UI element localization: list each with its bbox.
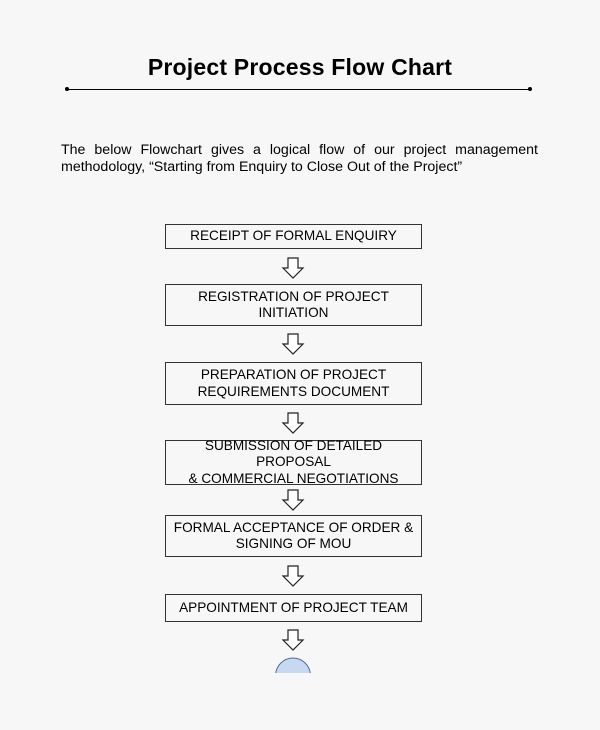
- intro-word: of: [353, 142, 366, 158]
- flow-step-label-line: REGISTRATION OF PROJECT: [198, 288, 389, 304]
- flow-step-label-line: PREPARATION OF PROJECT: [200, 367, 387, 382]
- flow-step-label-line: & COMMERCIAL NEGOTIATIONS: [188, 470, 399, 486]
- flow-step-label-line: APPOINTMENT OF PROJECT TEAM: [179, 599, 408, 615]
- down-arrow-icon: [281, 333, 305, 355]
- title-rule-right-dot: [528, 87, 532, 91]
- flow-step-order-acceptance: [165, 515, 422, 557]
- flow-step-label: [190, 228, 397, 245]
- flow-step-label: [198, 289, 389, 322]
- intro-paragraph: [61, 142, 538, 176]
- flow-terminator-shape: [274, 657, 312, 673]
- down-arrow-icon: [281, 257, 305, 279]
- flow-step-label-line: INITIATION: [258, 305, 329, 320]
- flow-step-label-line: SIGNING OF MOU: [235, 536, 352, 551]
- down-arrow-shape: [283, 413, 303, 433]
- intro-line-1: [61, 142, 538, 159]
- intro-word: project: [403, 142, 447, 158]
- down-arrow-icon: [281, 489, 305, 511]
- intro-word: our: [374, 142, 395, 158]
- flow-step-receipt-of-enquiry: [165, 224, 422, 249]
- down-arrow-icon: [281, 412, 305, 434]
- flow-step-label: [179, 600, 408, 617]
- down-arrow-shape: [283, 566, 303, 586]
- intro-word: below: [94, 142, 132, 158]
- flow-step-label-line: RECEIPT OF FORMAL ENQUIRY: [190, 228, 397, 244]
- flow-step-proposal-negotiations: [165, 437, 422, 486]
- intro-word: flow: [319, 142, 345, 158]
- intro-word: management: [455, 142, 538, 158]
- flow-step-label-line: FORMAL ACCEPTANCE OF ORDER &: [173, 519, 414, 535]
- down-arrow-shape: [283, 258, 303, 278]
- flow-step-label: [198, 367, 390, 400]
- page-title: Project Process Flow Chart: [147, 54, 453, 80]
- intro-word: Flowchart: [140, 142, 202, 158]
- down-arrow-shape: [283, 490, 303, 510]
- down-arrow-shape: [283, 334, 303, 354]
- down-arrow-shape: [283, 630, 303, 650]
- intro-word: a: [253, 142, 261, 158]
- flow-step-label: [172, 438, 415, 488]
- flow-step-requirements-document: [165, 362, 422, 405]
- flow-step-label-line: REQUIREMENTS DOCUMENT: [197, 383, 390, 399]
- down-arrow-icon: [281, 629, 305, 651]
- flow-step-project-team: [165, 594, 422, 622]
- intro-line-2: methodology, “Starting from Enquiry to Close Out of the Project”: [61, 159, 463, 175]
- intro-word: logical: [269, 142, 311, 158]
- terminator-ellipse: [276, 658, 311, 673]
- intro-word: The: [61, 142, 86, 158]
- flow-step-label: [174, 520, 413, 553]
- down-arrow-icon: [281, 565, 305, 587]
- flow-step-label-line: SUBMISSION OF DETAILED PROPOSAL: [204, 437, 383, 470]
- title-divider: [67, 89, 529, 90]
- flow-step-registration: [165, 284, 422, 326]
- intro-word: gives: [210, 142, 245, 158]
